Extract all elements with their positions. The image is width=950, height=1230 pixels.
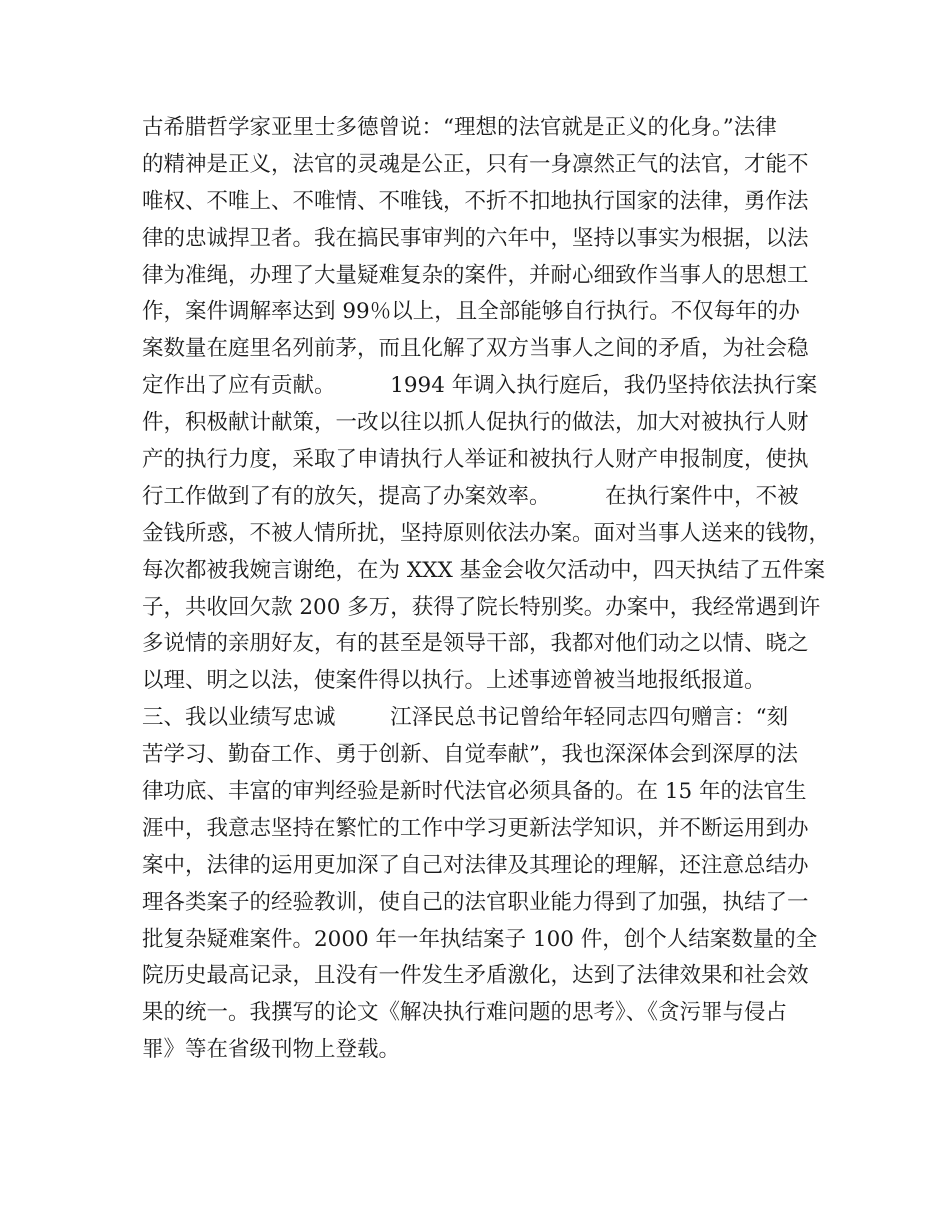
text-line: 律为准绳，办理了大量疑难复杂的案件，并耐心细致作当事人的思想工 <box>142 262 809 288</box>
text-line: 涯中，我意志坚持在繁忙的工作中学习更新法学知识，并不断运用到办 <box>142 815 809 841</box>
text-line: 果的统一。我撰写的论文《解决执行难问题的思考》、《贪污罪与侵占 <box>142 1000 788 1026</box>
text-line: 院历史最高记录，且没有一件发生矛盾激化，达到了法律效果和社会效 <box>142 963 809 989</box>
text-line: 金钱所惑，不被人情所扰，坚持原则依法办案。面对当事人送来的钱物， <box>142 520 831 546</box>
text-line: 每次都被我婉言谢绝，在为 XXX 基金会收欠活动中，四天执结了五件案 <box>142 557 826 583</box>
text-line: 以理、明之以法，使案件得以执行。上述事迹曾被当地报纸报道。 <box>142 668 766 694</box>
text-line: 律功底、丰富的审判经验是新时代法官必须具备的。在 15 年的法官生 <box>142 779 807 805</box>
text-line: 案数量在庭里名列前茅，而且化解了双方当事人之间的矛盾，为社会稳 <box>142 336 809 362</box>
body-text <box>142 110 831 1069</box>
section-heading-line: 三、我以业绩写忠诚 江泽民总书记曾给年轻同志四句赠言：“刻 <box>142 705 789 731</box>
text-line: 理各类案子的经验教训，使自己的法官职业能力得到了加强，执结了一 <box>142 889 809 915</box>
text-line: 产的执行力度，采取了申请执行人举证和被执行人财产申报制度，使执 <box>142 447 809 473</box>
text-line: 案中，法律的运用更加深了自己对法律及其理论的理解，还注意总结办 <box>142 852 809 878</box>
text-line: 件，积极献计献策，一改以往以抓人促执行的做法，加大对被执行人财 <box>142 410 809 436</box>
text-line: 定作出了应有贡献。 1994 年调入执行庭后，我仍坚持依法执行案 <box>142 373 818 399</box>
text-line: 律的忠诚捍卫者。我在搞民事审判的六年中，坚持以事实为根据，以法 <box>142 225 809 251</box>
text-line: 作，案件调解率达到 99％以上，且全部能够自行执行。不仅每年的办 <box>142 299 800 325</box>
text-line: 古希腊哲学家亚里士多德曾说：“理想的法官就是正义的化身。”法律 <box>142 115 777 140</box>
text-line: 的精神是正义，法官的灵魂是公正，只有一身凛然正气的法官，才能不 <box>142 151 809 177</box>
text-line: 苦学习、勤奋工作、勇于创新、自觉奉献”，我也深深体会到深厚的法 <box>142 742 798 768</box>
text-line: 批复杂疑难案件。2000 年一年执结案子 100 件，创个人结案数量的全 <box>142 926 818 952</box>
text-line: 多说情的亲朋好友，有的甚至是领导干部，我都对他们动之以情、晓之 <box>142 631 809 657</box>
text-line: 子，共收回欠款 200 多万，获得了院长特别奖。办案中，我经常遇到许 <box>142 594 821 620</box>
text-line: 唯权、不唯上、不唯情、不唯钱，不折不扣地执行国家的法律，勇作法 <box>142 188 809 214</box>
text-line: 罪》等在省级刊物上登载。 <box>142 1037 401 1063</box>
text-line: 行工作做到了有的放矢，提高了办案效率。 在执行案件中，不被 <box>142 483 799 509</box>
